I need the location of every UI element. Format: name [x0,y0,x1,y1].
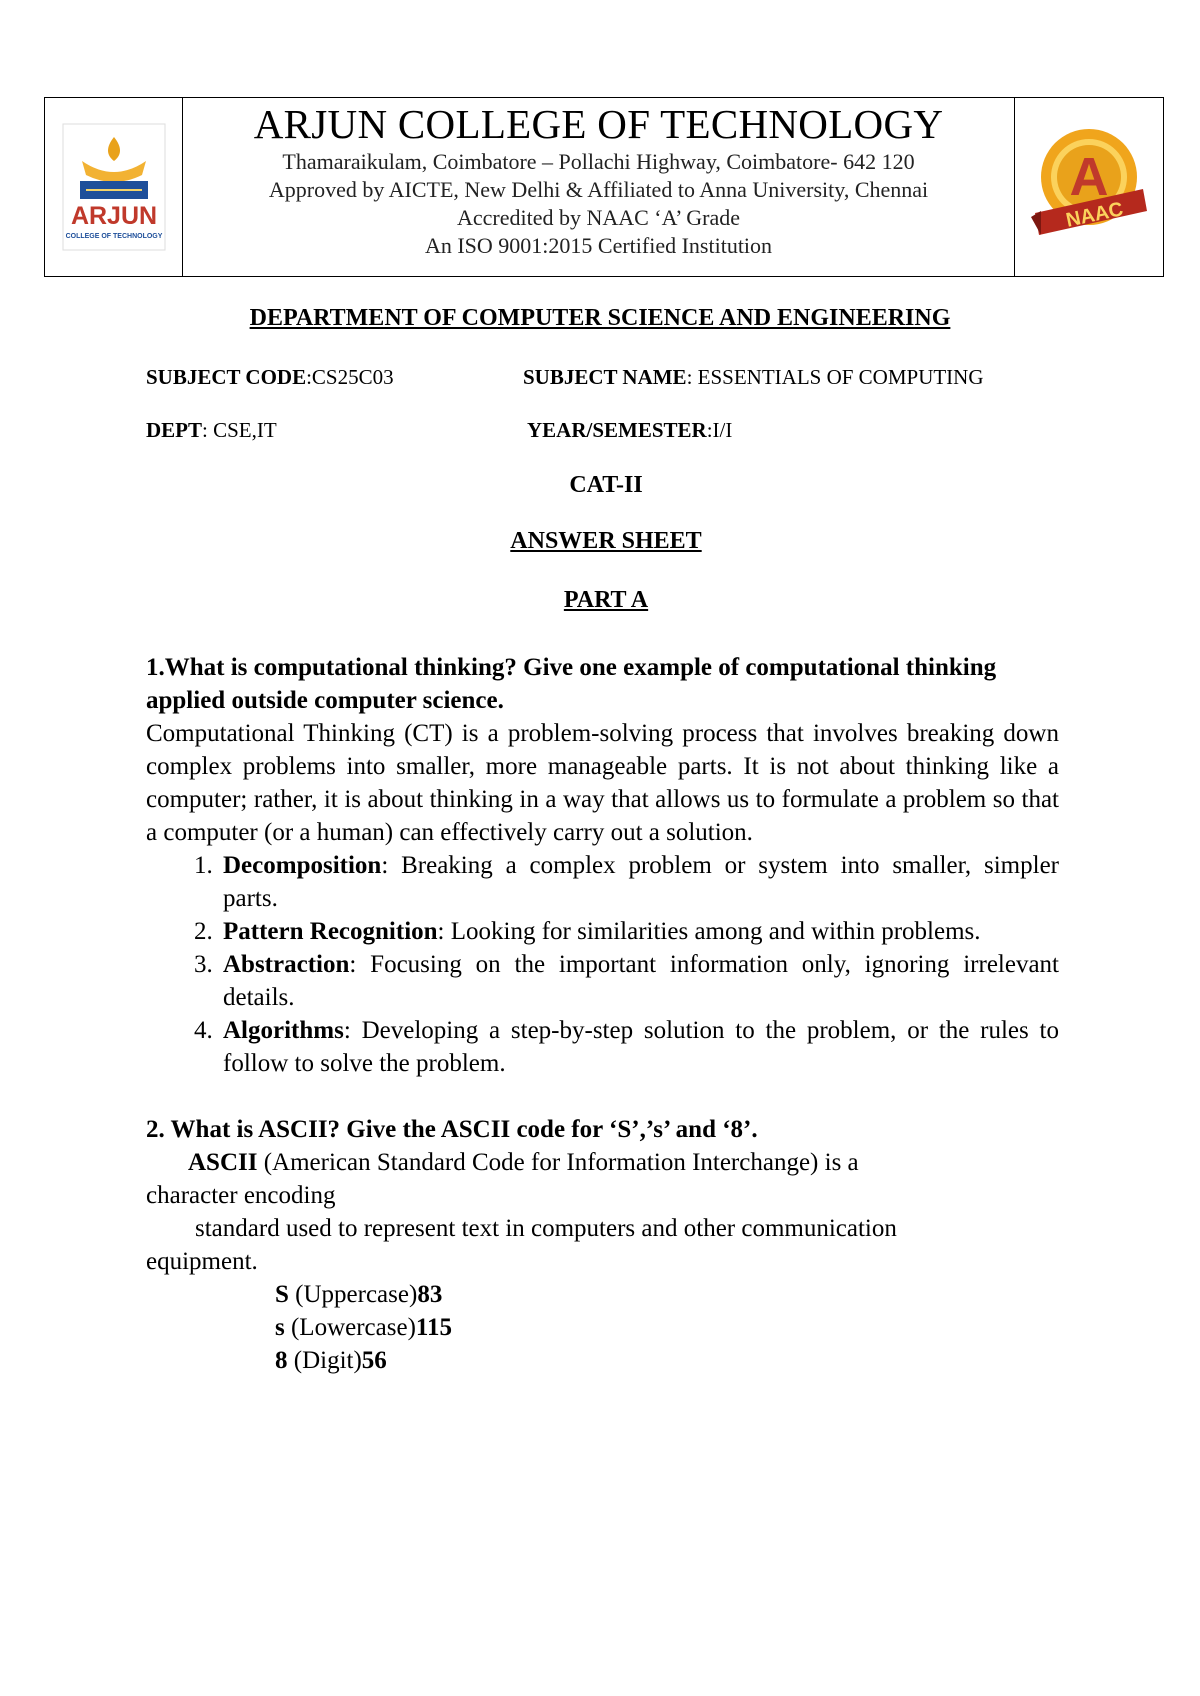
answer-2-line2: character encoding [146,1182,336,1209]
question-2: 2. What is ASCII? Give the ASCII code for ‘S’,’s’ and ‘8’. [146,1116,758,1143]
subject-code-label: SUBJECT CODE [146,365,307,389]
list-item [219,915,1059,948]
list-item-desc: : Looking for similarities among and within problems. [437,918,981,945]
badge-letter: A [1069,147,1109,207]
code-label: (Lowercase) [284,1314,416,1341]
code-char: s [275,1314,285,1341]
dept-info [146,418,277,443]
dept-value: : CSE,IT [202,418,277,442]
list-item-term: Abstraction [223,951,350,978]
ct-steps-list [146,849,1059,1080]
logo-wordmark: ARJUN [70,202,157,230]
badge-ribbon-text: NAAC [1064,198,1126,232]
naac-badge-icon [1027,119,1151,255]
list-item [219,849,1059,915]
list-item-desc: : Developing a step-by-step solution to the problem, or the rules to follow to solve the problem. [223,1017,1059,1077]
ascii-codes [146,1278,1059,1377]
list-item-term: Algorithms [223,1017,344,1044]
college-address: Thamaraikulam, Coimbatore – Pollachi Highway, Coimbatore- 642 120 [282,149,915,174]
year-value: :I/I [706,418,733,442]
arjun-logo-icon [62,123,166,251]
ascii-term: ASCII [188,1149,258,1176]
subject-name [523,365,984,390]
answer-1-paragraph: Computational Thinking (CT) is a problem-solving process that involves breaking down complex problems into smaller, more manageable parts. It is not about thinking like a computer; rather, it is about thinking in a way that allows us to formulate a problem so that a computer (or a human) can effectively carry out a solution. [146,720,1059,846]
answer-2-line4: equipment. [146,1248,258,1275]
code-char: 8 [275,1347,288,1374]
code-label: (Uppercase) [288,1281,418,1308]
college-name: ARJUN COLLEGE OF TECHNOLOGY [253,101,944,147]
ascii-code-row [275,1344,1059,1377]
subject-code-value: :CS25C03 [306,365,394,389]
question-2-block [146,1113,1059,1377]
answer-sheet-title: ANSWER SHEET [510,528,702,554]
department-title: DEPARTMENT OF COMPUTER SCIENCE AND ENGINEERING [249,305,951,331]
subject-name-value: : ESSENTIALS OF COMPUTING [686,365,984,389]
year-semester [527,418,732,443]
answer-2-text: (American Standard Code for Information Interchange) is a [257,1149,859,1176]
code-value: 83 [417,1281,443,1308]
ascii-code-row [275,1278,1059,1311]
answer-content [146,651,1059,1377]
code-char: S [275,1281,289,1308]
list-item-term: Pattern Recognition [223,918,438,945]
college-header [44,97,1164,277]
subject-name-label: SUBJECT NAME [523,365,687,389]
list-item-term: Decomposition [223,852,382,879]
answer-2-line3: standard used to represent text in computers and other communication [195,1215,897,1242]
subject-code [146,365,394,390]
code-value: 115 [415,1314,453,1341]
list-item [219,1014,1059,1080]
code-label: (Digit) [287,1347,362,1374]
answer-2-line1 [146,1146,1059,1179]
part-title: PART A [563,587,649,613]
header-text [183,98,1014,276]
college-accreditation: Accredited by NAAC ‘A’ Grade [456,205,741,230]
list-item-desc: : Focusing on the important information only, ignoring irrelevant details. [223,951,1059,1011]
year-label: YEAR/SEMESTER [527,418,707,442]
dept-label: DEPT [146,418,203,442]
question-1: 1.What is computational thinking? Give one example of computational thinking applied outside computer science. [146,654,997,714]
exam-title: CAT-II [569,472,643,498]
college-iso: An ISO 9001:2015 Certified Institution [424,233,773,258]
list-item [219,948,1059,1014]
college-logo [45,98,183,276]
list-item-desc: : Breaking a complex problem or system into smaller, simpler parts. [223,852,1059,912]
code-value: 56 [361,1347,387,1374]
college-approval: Approved by AICTE, New Delhi & Affiliated to Anna University, Chennai [268,177,929,202]
logo-subtext: COLLEGE OF TECHNOLOGY [65,233,162,240]
naac-badge [1014,98,1163,276]
ascii-code-row [275,1311,1059,1344]
